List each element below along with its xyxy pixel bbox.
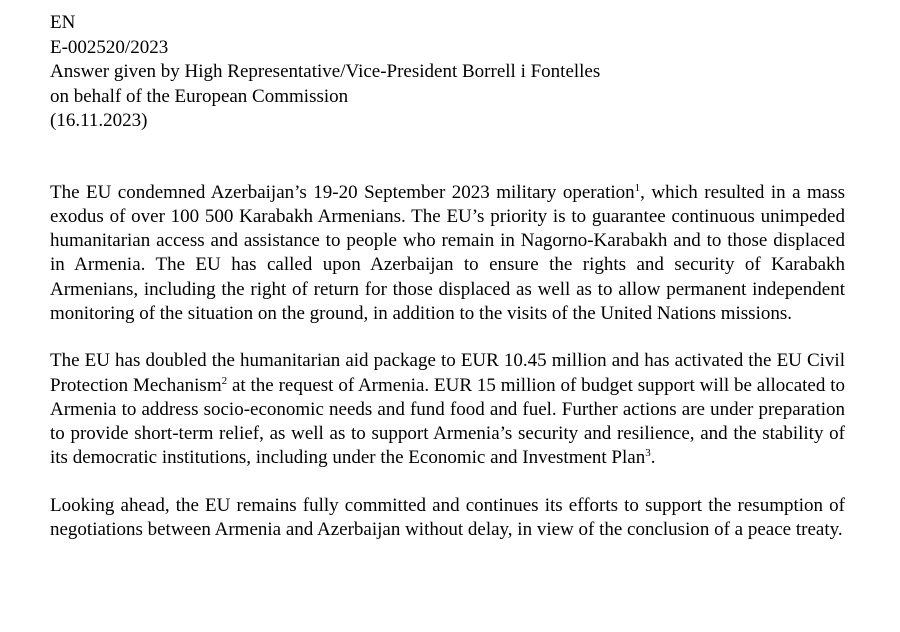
paragraph-2-text-start: The EU has doubled the humanitarian aid package to EUR 10.45 million and has activated the EU Civil Protection Mechanism (50, 350, 845, 396)
question-reference: E-002520/2023 (50, 36, 169, 58)
answer-attribution: Answer given by High Representative/Vice-President Borrell i Fontelles (50, 61, 601, 82)
paragraph-1-text-end: , which resulted in a mass exodus of over 100 500 Karabakh Armenians. The EU’s priority is to guarantee continuous unimpeded humanitarian access and assistance to people who remain in Nagorno-Karabakh and to those displaced in Armenia. The EU has called upon Azerbaijan to ensure the rights and security of Karabakh Armenians, including the right of return for those displaced as well as to allow permanent independent monitoring of the situation on the ground, in addition to the visits of the United Nations missions. (50, 181, 845, 324)
document-header (50, 11, 845, 134)
footnote-ref-2: 2 (221, 374, 228, 387)
behalf-line: on behalf of the European Commission (50, 85, 349, 107)
footnote-ref-1: 1 (634, 181, 641, 194)
paragraph-1 (50, 181, 845, 327)
paragraph-3: Looking ahead, the EU remains fully committed and continues its efforts to support the resumption of negotiations between Armenia and Azerbaijan without delay, in view of the conclusion of a peace treaty. (50, 494, 845, 541)
paragraph-2 (50, 349, 845, 470)
answer-date: (16.11.2023) (50, 110, 148, 131)
document-page (50, 11, 845, 542)
footnote-ref-3: 3 (645, 447, 651, 460)
paragraph-2-text-end: . (650, 447, 656, 469)
language-code: EN (50, 12, 76, 33)
paragraph-2-text-middle: at the request of Armenia. EUR 15 million of budget support will be allocated to Armenia to address socio-economic needs and fund food and fuel. Further actions are under preparation to provide short-term relief, as well as to support Armenia’s security and resilience, and the stability of its democratic institutions, including under the Economic and Investment Plan (50, 374, 846, 469)
paragraph-1-text-start: The EU condemned Azerbaijan’s 19-20 September 2023 military operation (50, 181, 635, 203)
